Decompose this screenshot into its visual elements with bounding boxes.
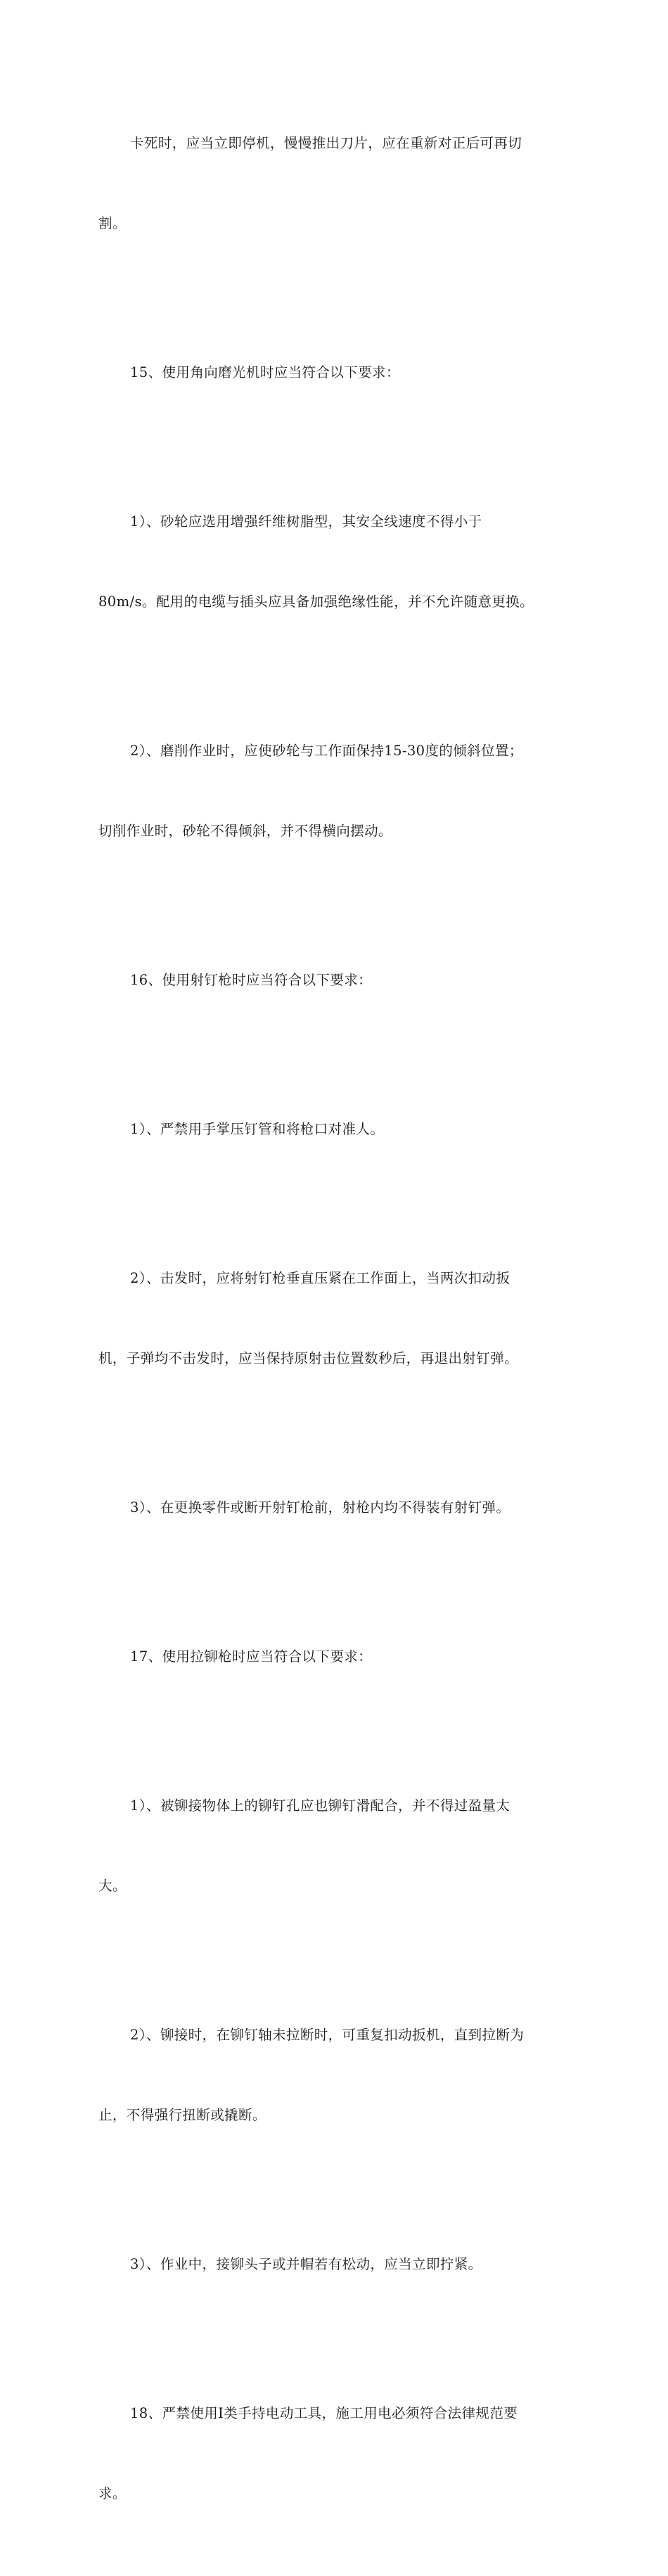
text-line: 2）、铆接时，在铆钉轴未拉断时，可重复扣动扳机，直到拉断为: [130, 2027, 525, 2043]
text-line: 17、使用拉铆枪时应当符合以下要求：: [130, 1648, 373, 1665]
document-body: [98, 77, 570, 2576]
paragraph: [98, 684, 570, 898]
paragraph: [98, 1441, 570, 1575]
section-heading: [98, 1590, 570, 1724]
text-line: 3）、作业中，接铆头子或并帽若有松动，应当立即拧紧。: [130, 2256, 482, 2272]
text-line: 18、严禁使用Ⅰ类手持电动工具，施工用电必须符合法律规范要: [130, 2405, 518, 2421]
paragraph: [98, 1739, 570, 1953]
text-line: 2）、击发时，应将射钉枪垂直压紧在工作面上，当两次扣动扳: [130, 1270, 510, 1286]
text-line: 3）、在更换零件或断开射钉枪前，射枪内均不得装有射钉弹。: [130, 1499, 510, 1516]
text-line: 1）、被铆接物体上的铆钉孔应也铆钉滑配合，并不得过盈量太: [130, 1798, 510, 1814]
text-line: 1）、砂轮应选用增强纤维树脂型，其安全线速度不得小于: [130, 513, 482, 530]
section-heading: [98, 306, 570, 440]
text-line: 2）、磨削作业时，应使砂轮与工作面保持15-30度的倾斜位置；: [130, 743, 523, 759]
text-line: 15、使用角向磨光机时应当符合以下要求：: [130, 364, 400, 380]
text-line: 止，不得强行扭断或撬断。: [98, 2107, 266, 2123]
text-line: 16、使用射钉枪时应当符合以下要求：: [130, 972, 373, 988]
paragraph: [98, 455, 570, 669]
text-line: 割。: [98, 215, 127, 231]
text-line: 卡死时，应当立即停机，慢慢推出刀片，应在重新对正后可再切: [130, 135, 522, 151]
text-line: 80m/s。配用的电缆与插头应具备加强绝缘性能，并不允许随意更换。: [98, 594, 534, 610]
paragraph: [98, 77, 570, 290]
text-line: 1）、严禁用手掌压钉管和将枪口对准人。: [130, 1121, 385, 1137]
paragraph: [98, 2198, 570, 2331]
paragraph: [98, 1968, 570, 2182]
section-heading: [98, 914, 570, 1047]
paragraph: [98, 1063, 570, 1196]
text-line: 切削作业时，砂轮不得倾斜，并不得横向摆动。: [98, 823, 392, 839]
section-heading: [98, 2347, 570, 2561]
paragraph: [98, 1212, 570, 1425]
text-line: 机，子弹均不击发时，应当保持原射击位置数秒后，再退出射钉弹。: [98, 1350, 519, 1366]
text-line: 求。: [98, 2485, 127, 2501]
text-line: 大。: [98, 1878, 127, 1894]
